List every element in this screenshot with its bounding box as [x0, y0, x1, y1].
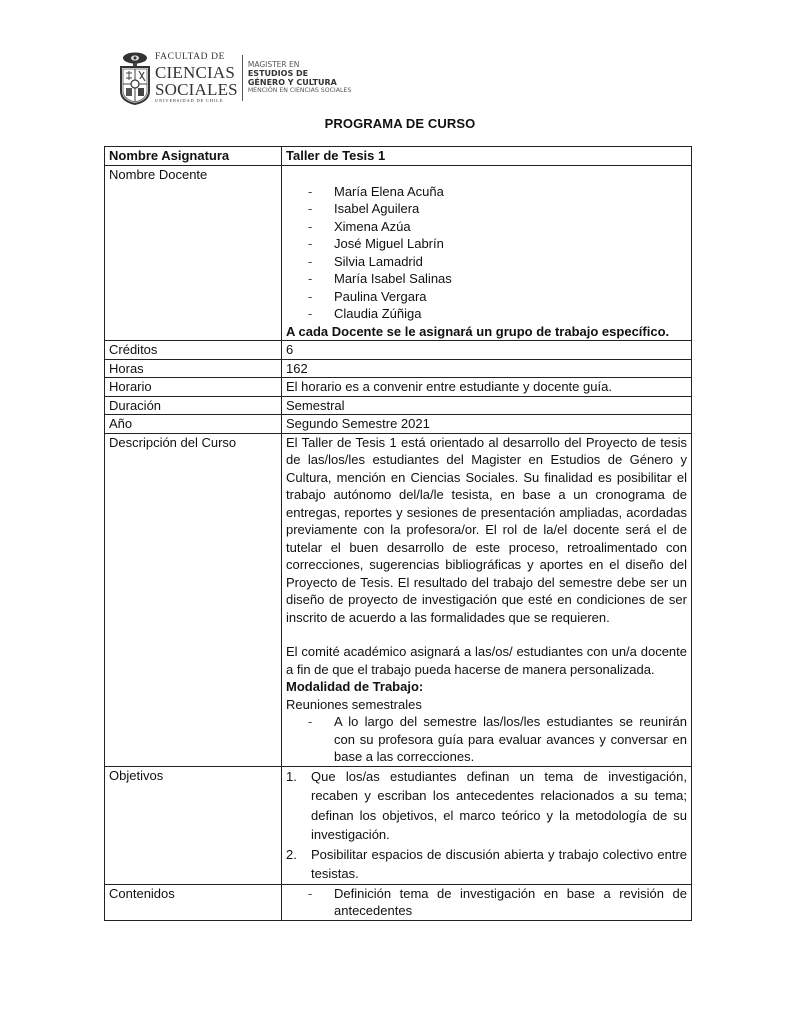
table-row	[105, 165, 692, 341]
docente-list	[286, 183, 687, 323]
item-number: 2.	[286, 846, 297, 862]
list-item: - María Elena Acuña	[286, 183, 687, 201]
list-item: - A lo largo del semestre las/los/les estudiantes se reunirán con su profesora guía para evaluar avances y conversar en base a las correcciones.	[286, 713, 687, 766]
anio-label: Año	[105, 415, 282, 434]
nombre-docente-value	[282, 165, 692, 341]
horas-label: Horas	[105, 359, 282, 378]
duracion-label: Duración	[105, 396, 282, 415]
page-title: PROGRAMA DE CURSO	[324, 116, 476, 131]
table-row	[105, 359, 692, 378]
spacer	[286, 626, 687, 643]
horario-label: Horario	[105, 378, 282, 397]
faculty-line4: UNIVERSIDAD DE CHILE	[155, 97, 224, 103]
list-item: - Isabel Aguilera	[286, 200, 687, 218]
objetivos-label: Objetivos	[105, 766, 282, 884]
creditos-value: 6	[282, 341, 692, 360]
program-line4: MENCIÓN EN CIENCIAS SOCIALES	[247, 86, 352, 94]
list-item	[286, 767, 687, 845]
descripcion-value	[282, 433, 692, 766]
item-text: Posibilitar espacios de discusión abierta y trabajo colectivo entre tesistas.	[311, 846, 687, 881]
table-row	[105, 396, 692, 415]
course-program-table	[104, 146, 692, 921]
anio-value: Segundo Semestre 2021	[282, 415, 692, 434]
header-logo	[118, 50, 351, 106]
list-item: - Definición tema de investigación en base a revisión de antecedentes	[286, 885, 687, 920]
objetivos-list	[286, 767, 687, 884]
program-name	[243, 61, 351, 94]
list-item: - Paulina Vergara	[286, 288, 687, 306]
table-row	[105, 766, 692, 884]
table-row	[105, 378, 692, 397]
university-crest-icon	[118, 51, 152, 105]
faculty-line1: FACULTAD DE	[155, 52, 225, 62]
spacer	[286, 166, 687, 183]
contenidos-list	[286, 885, 687, 920]
faculty-line3: SOCIALES	[155, 79, 238, 99]
table-row	[105, 147, 692, 166]
descripcion-paragraph-2: El comité académico asignará a las/os/ estudiantes con un/a docente a fin de que el trabajo pueda hacerse de manera personalizada.	[286, 644, 687, 677]
program-line1: MAGISTER EN	[247, 60, 300, 70]
objetivos-value	[282, 766, 692, 884]
duracion-value: Semestral	[282, 396, 692, 415]
modalidad-list	[286, 713, 687, 766]
item-number: 1.	[286, 768, 297, 784]
descripcion-label: Descripción del Curso	[105, 433, 282, 766]
list-item: - José Miguel Labrín	[286, 235, 687, 253]
contenidos-value	[282, 884, 692, 920]
horas-value: 162	[282, 359, 692, 378]
docente-note: A cada Docente se le asignará un grupo de trabajo específico.	[286, 323, 670, 339]
table-row	[105, 433, 692, 766]
list-item: - Claudia Zúñiga	[286, 305, 687, 323]
table-row	[105, 884, 692, 920]
horario-value: El horario es a convenir entre estudiante y docente guía.	[282, 378, 692, 397]
program-line2: ESTUDIOS DE	[247, 68, 309, 78]
table-row	[105, 341, 692, 360]
modalidad-heading: Modalidad de Trabajo:	[286, 679, 424, 694]
nombre-asignatura-value: Taller de Tesis 1	[282, 147, 692, 166]
table-row	[105, 415, 692, 434]
program-line3: GÉNERO Y CULTURA	[247, 77, 337, 87]
creditos-label: Créditos	[105, 341, 282, 360]
faculty-name	[155, 52, 243, 103]
nombre-asignatura-label: Nombre Asignatura	[105, 147, 282, 166]
modalidad-subheading: Reuniones semestrales	[286, 696, 422, 712]
nombre-docente-label: Nombre Docente	[105, 165, 282, 341]
list-item: - Ximena Azúa	[286, 218, 687, 236]
descripcion-paragraph-1: El Taller de Tesis 1 está orientado al desarrollo del Proyecto de tesis de las/los/les estudiantes del Magister en Estudios de Género y Cultura, mención en Ciencias Sociales. Su finalidad es posibilitar el trabajo autónomo del/la/le tesista, en base a un cronograma de entregas, reportes y sesiones de presentación ampliadas, acordadas previamente con la profesora/or. El rol de la/el docente será el de tutelar el buen desarrollo de este proceso, retroalimentado con correcciones, sugerencias bibliográficas y aportes en el diseño del Proyecto de Tesis. El resultado del trabajo del semestre debe ser un diseño de proyecto de investigación que esté en condiciones de ser inscrito de acuerdo a las formalidades que se requieren.	[286, 434, 687, 625]
list-item: - Silvia Lamadrid	[286, 253, 687, 271]
contenidos-label: Contenidos	[105, 884, 282, 920]
faculty-line2: CIENCIAS	[155, 62, 235, 82]
list-item	[286, 845, 687, 884]
item-text: Que los/as estudiantes definan un tema de investigación, recaben y escriban los antecedentes relacionados a su tema; definan los objetivos, el marco teórico y la metodología de su investigación.	[311, 768, 687, 842]
list-item: - María Isabel Salinas	[286, 270, 687, 288]
